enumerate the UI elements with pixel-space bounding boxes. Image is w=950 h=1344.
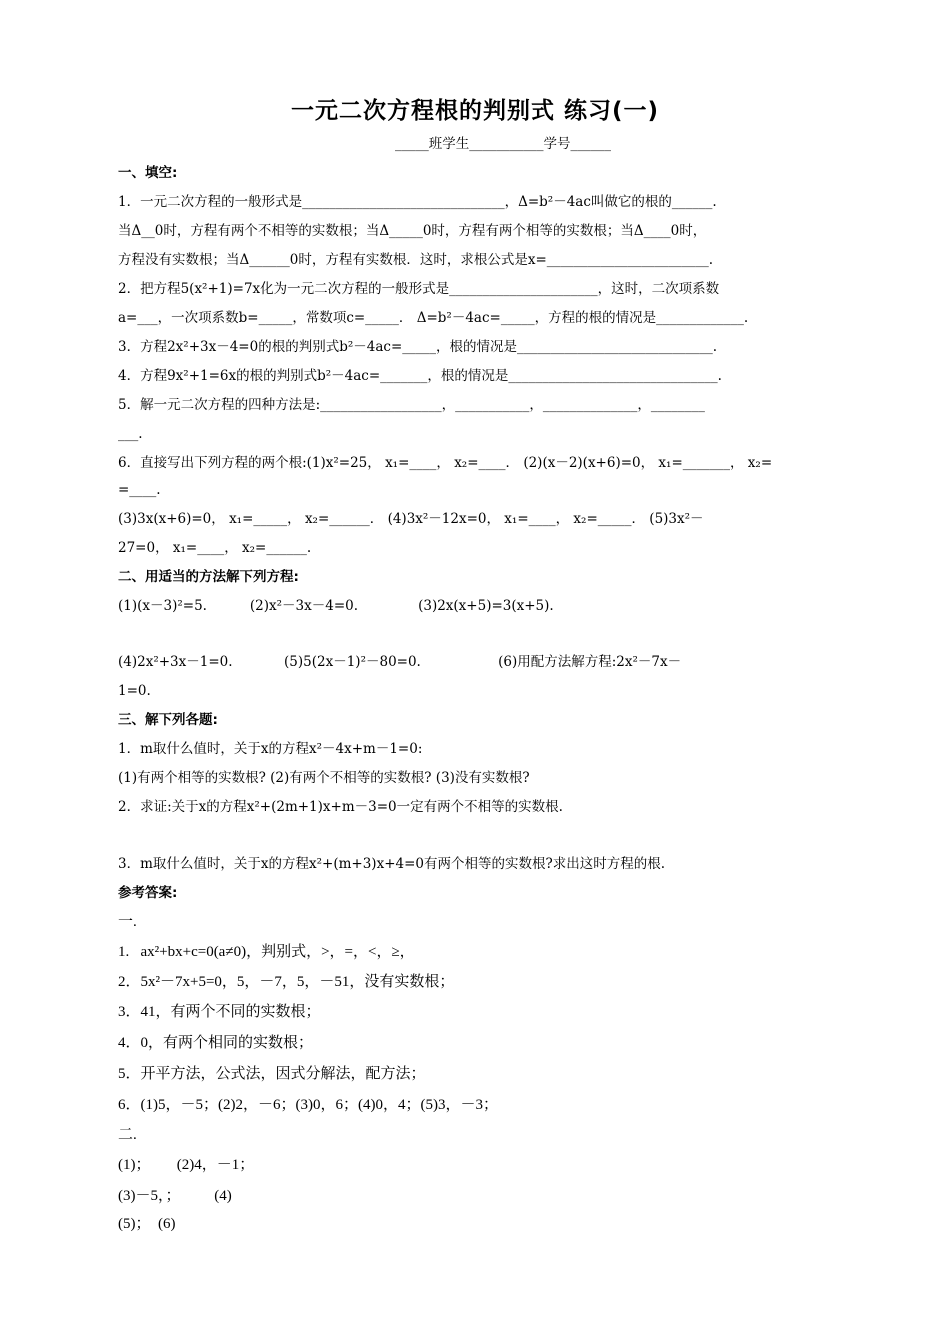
answer-line: (1)； (2)4，－1； xyxy=(118,1157,255,1173)
fill-line: 当Δ__0时，方程有两个不相等的实数根；当Δ_____0时，方程有两个相等的实数根；当Δ____0时， xyxy=(118,223,707,239)
fill-line: (3)3x(x+6)=0， x₁=_____， x₂=______． (4)3x²－12x=0， x₁=____， x₂=_____． (5)3x²－ xyxy=(118,511,704,527)
section-fill-heading: 一、填空: xyxy=(118,165,178,181)
solve-line: 1=0. xyxy=(118,683,151,699)
answer-line: 1. ax²+bx+c=0(a≠0)，判别式，>，=，<，≥， xyxy=(118,944,415,960)
fill-line: 4．方程9x²+1=6x的根的判别式b²－4ac=_______，根的情况是_______________________________. xyxy=(118,368,722,384)
answer-line: 5．开平方法，公式法，因式分解法，配方法； xyxy=(118,1066,426,1082)
answer-line: 6．(1)5，－5；(2)2，－6；(3)0，6；(4)0，4；(5)3，－3； xyxy=(118,1097,498,1113)
answer-line: 二. xyxy=(118,1127,137,1143)
answer-heading: 参考答案: xyxy=(118,885,178,901)
fill-line: ___. xyxy=(118,426,143,442)
fill-line: 3．方程2x²+3x－4=0的根的判别式b²－4ac=_____，根的情况是_____________________________. xyxy=(118,339,718,355)
answer-line: 一. xyxy=(118,914,137,930)
answer-line: 3．41，有两个不同的实数根； xyxy=(118,1004,321,1020)
answer-line: 4．0，有两个相同的实数根； xyxy=(118,1035,314,1051)
fill-line: 2．把方程5(x²+1)=7x化为一元二次方程的一般形式是______________________，这时，二次项系数 xyxy=(118,281,720,297)
solve-line: (4)2x²+3x－1=0. (5)5(2x－1)²－80=0. (6)用配方法解方程:2x²－7x－ xyxy=(118,654,682,670)
problem-line: 3．m取什么值时，关于x的方程x²+(m+3)x+4=0有两个相等的实数根?求出这时方程的根. xyxy=(118,856,666,872)
fill-line: 6．直接写出下列方程的两个根:(1)x²=25， x₁=____， x₂=____． (2)(x－2)(x+6)=0， x₁=_______， x₂= xyxy=(118,455,773,471)
fill-line: 方程没有实数根；当Δ______0时，方程有实数根．这时，求根公式是x=________________________. xyxy=(118,252,714,268)
problem-line: 2．求证:关于x的方程x²+(2m+1)x+m－3=0一定有两个不相等的实数根. xyxy=(118,799,563,815)
answer-line: (3)－5，； (4) xyxy=(118,1188,232,1204)
fill-line: 1．一元二次方程的一般形式是______________________________，Δ=b²－4ac叫做它的根的______. xyxy=(118,194,717,210)
page-title: 一元二次方程根的判别式 练习(一) xyxy=(290,98,660,124)
answer-line: (5)； (6) xyxy=(118,1216,176,1232)
solve-line: (1)(x－3)²=5. (2)x²－3x－4=0. (3)2x(x+5)=3(x+5). xyxy=(118,598,554,614)
problem-line: (1)有两个相等的实数根? (2)有两个不相等的实数根? (3)没有实数根? xyxy=(118,770,530,786)
fill-line: =____. xyxy=(118,482,161,498)
class-name-line: _____班学生___________学号______ xyxy=(395,136,611,152)
fill-line: 27=0， x₁=____， x₂=______. xyxy=(118,540,312,556)
section-problems-heading: 三、解下列各题: xyxy=(118,712,218,728)
fill-line: 5．解一元二次方程的四种方法是:__________________，___________，______________，________ xyxy=(118,397,705,413)
answer-line: 2．5x²－7x+5=0，5，－7，5，－51，没有实数根； xyxy=(118,974,455,990)
problem-line: 1．m取什么值时，关于x的方程x²－4x+m－1=0: xyxy=(118,741,423,757)
section-solve-heading: 二、用适当的方法解下列方程: xyxy=(118,569,299,585)
fill-line: a=___，一次项系数b=_____，常数项c=_____． Δ=b²－4ac=_____，方程的根的情况是_____________. xyxy=(118,310,749,326)
